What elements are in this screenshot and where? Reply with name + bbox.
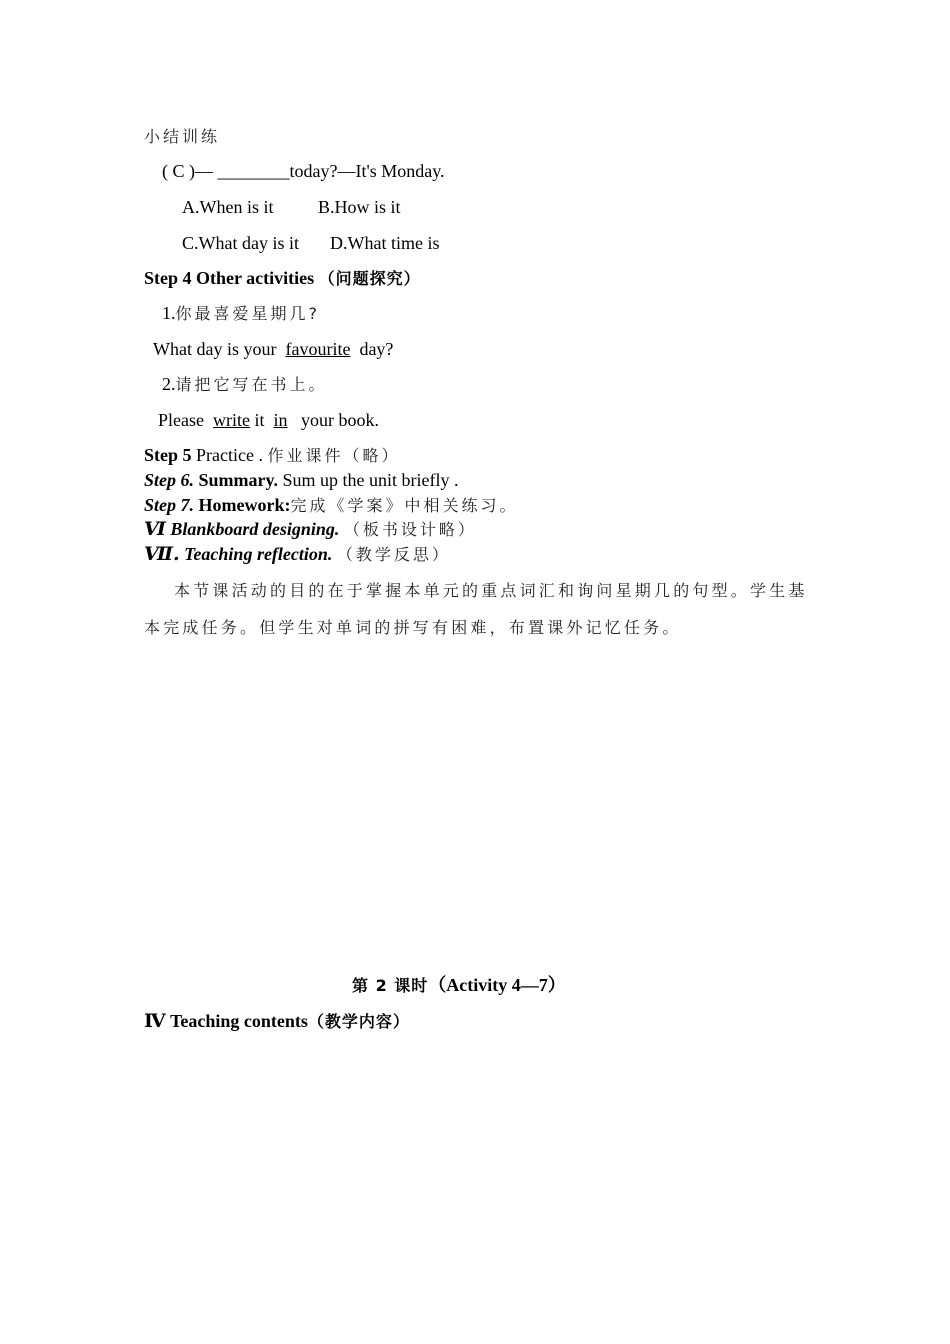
step4-item2-english [158,409,379,431]
section7-numeral: Ⅶ. [144,543,180,565]
step4-item1 [162,302,320,325]
item2-number: 2. [162,374,176,394]
step7-line [144,494,519,517]
item2-en-part2: it [254,410,265,430]
step7-bold: Homework: [198,495,291,515]
exercise-heading: 小结训练 [144,127,221,146]
section7-line [144,543,451,566]
step4-paren: （问题探究） [318,269,421,288]
section4-numeral: Ⅳ [144,1010,166,1032]
section6-line [144,518,477,541]
section7-title: Teaching reflection. [184,544,333,564]
reflection-line-2: 本完成任务。但学生对单词的拼写有困难，布置课外记忆任务。 [144,618,682,637]
step6-text: Sum up the unit briefly . [282,470,459,490]
section6-cn: （板书设计略） [343,520,477,539]
step5-label: Step 5 [144,445,192,465]
question-dash: — [195,161,213,181]
section7-cn: （教学反思） [336,545,451,564]
step6-line [144,469,459,491]
step5-cn: 作业课件（略） [267,446,401,465]
option-c: C.What day is it [182,233,299,253]
lesson2-heading [352,974,566,997]
section4-line [144,1010,410,1033]
step7-label: Step 7. [144,495,195,515]
question-answer: ( C ) [162,161,195,181]
step6-label: Step 6. [144,470,195,490]
step7-cn: 完成《学案》中相关练习。 [290,496,519,515]
item2-en-part3: your book. [301,410,379,430]
step4-item2 [162,373,328,396]
section4-cn: （教学内容） [307,1012,410,1031]
exercise-question [162,160,445,182]
item2-en-word2: in [273,410,288,430]
question-blank: ________ [217,161,290,181]
item1-cn: 你最喜爱星期几? [175,304,320,323]
step6-bold: Summary. [198,470,279,490]
section6-numeral: Ⅵ [144,518,166,540]
section4-title: Teaching contents [170,1011,308,1031]
section6-title: Blankboard designing. [170,519,340,539]
item1-en-word: favourite [285,339,351,359]
step4-heading [144,267,421,290]
item1-en-part1: What day is your [153,339,277,359]
option-a: A.When is it [182,197,274,217]
item1-number: 1. [162,303,176,323]
item1-en-part2: day? [359,339,394,359]
option-d: D.What time is [330,233,440,253]
item2-en-part1: Please [158,410,204,430]
item2-cn: 请把它写在书上。 [175,375,328,394]
step4-item1-english [153,338,393,360]
step5-text: Practice . [196,445,263,465]
step5-line [144,444,401,467]
item2-en-word1: write [212,410,250,430]
step4-title: Step 4 Other activities [144,268,315,288]
reflection-line-1: 本节课活动的目的在于掌握本单元的重点词汇和询问星期几的句型。学生基 [174,581,808,600]
lesson2-title: （Activity 4—7） [428,975,566,995]
lesson2-cn-prefix: 第 2 课时 [352,976,429,995]
question-text: today?—It's Monday. [289,161,445,181]
option-b: B.How is it [318,197,401,217]
